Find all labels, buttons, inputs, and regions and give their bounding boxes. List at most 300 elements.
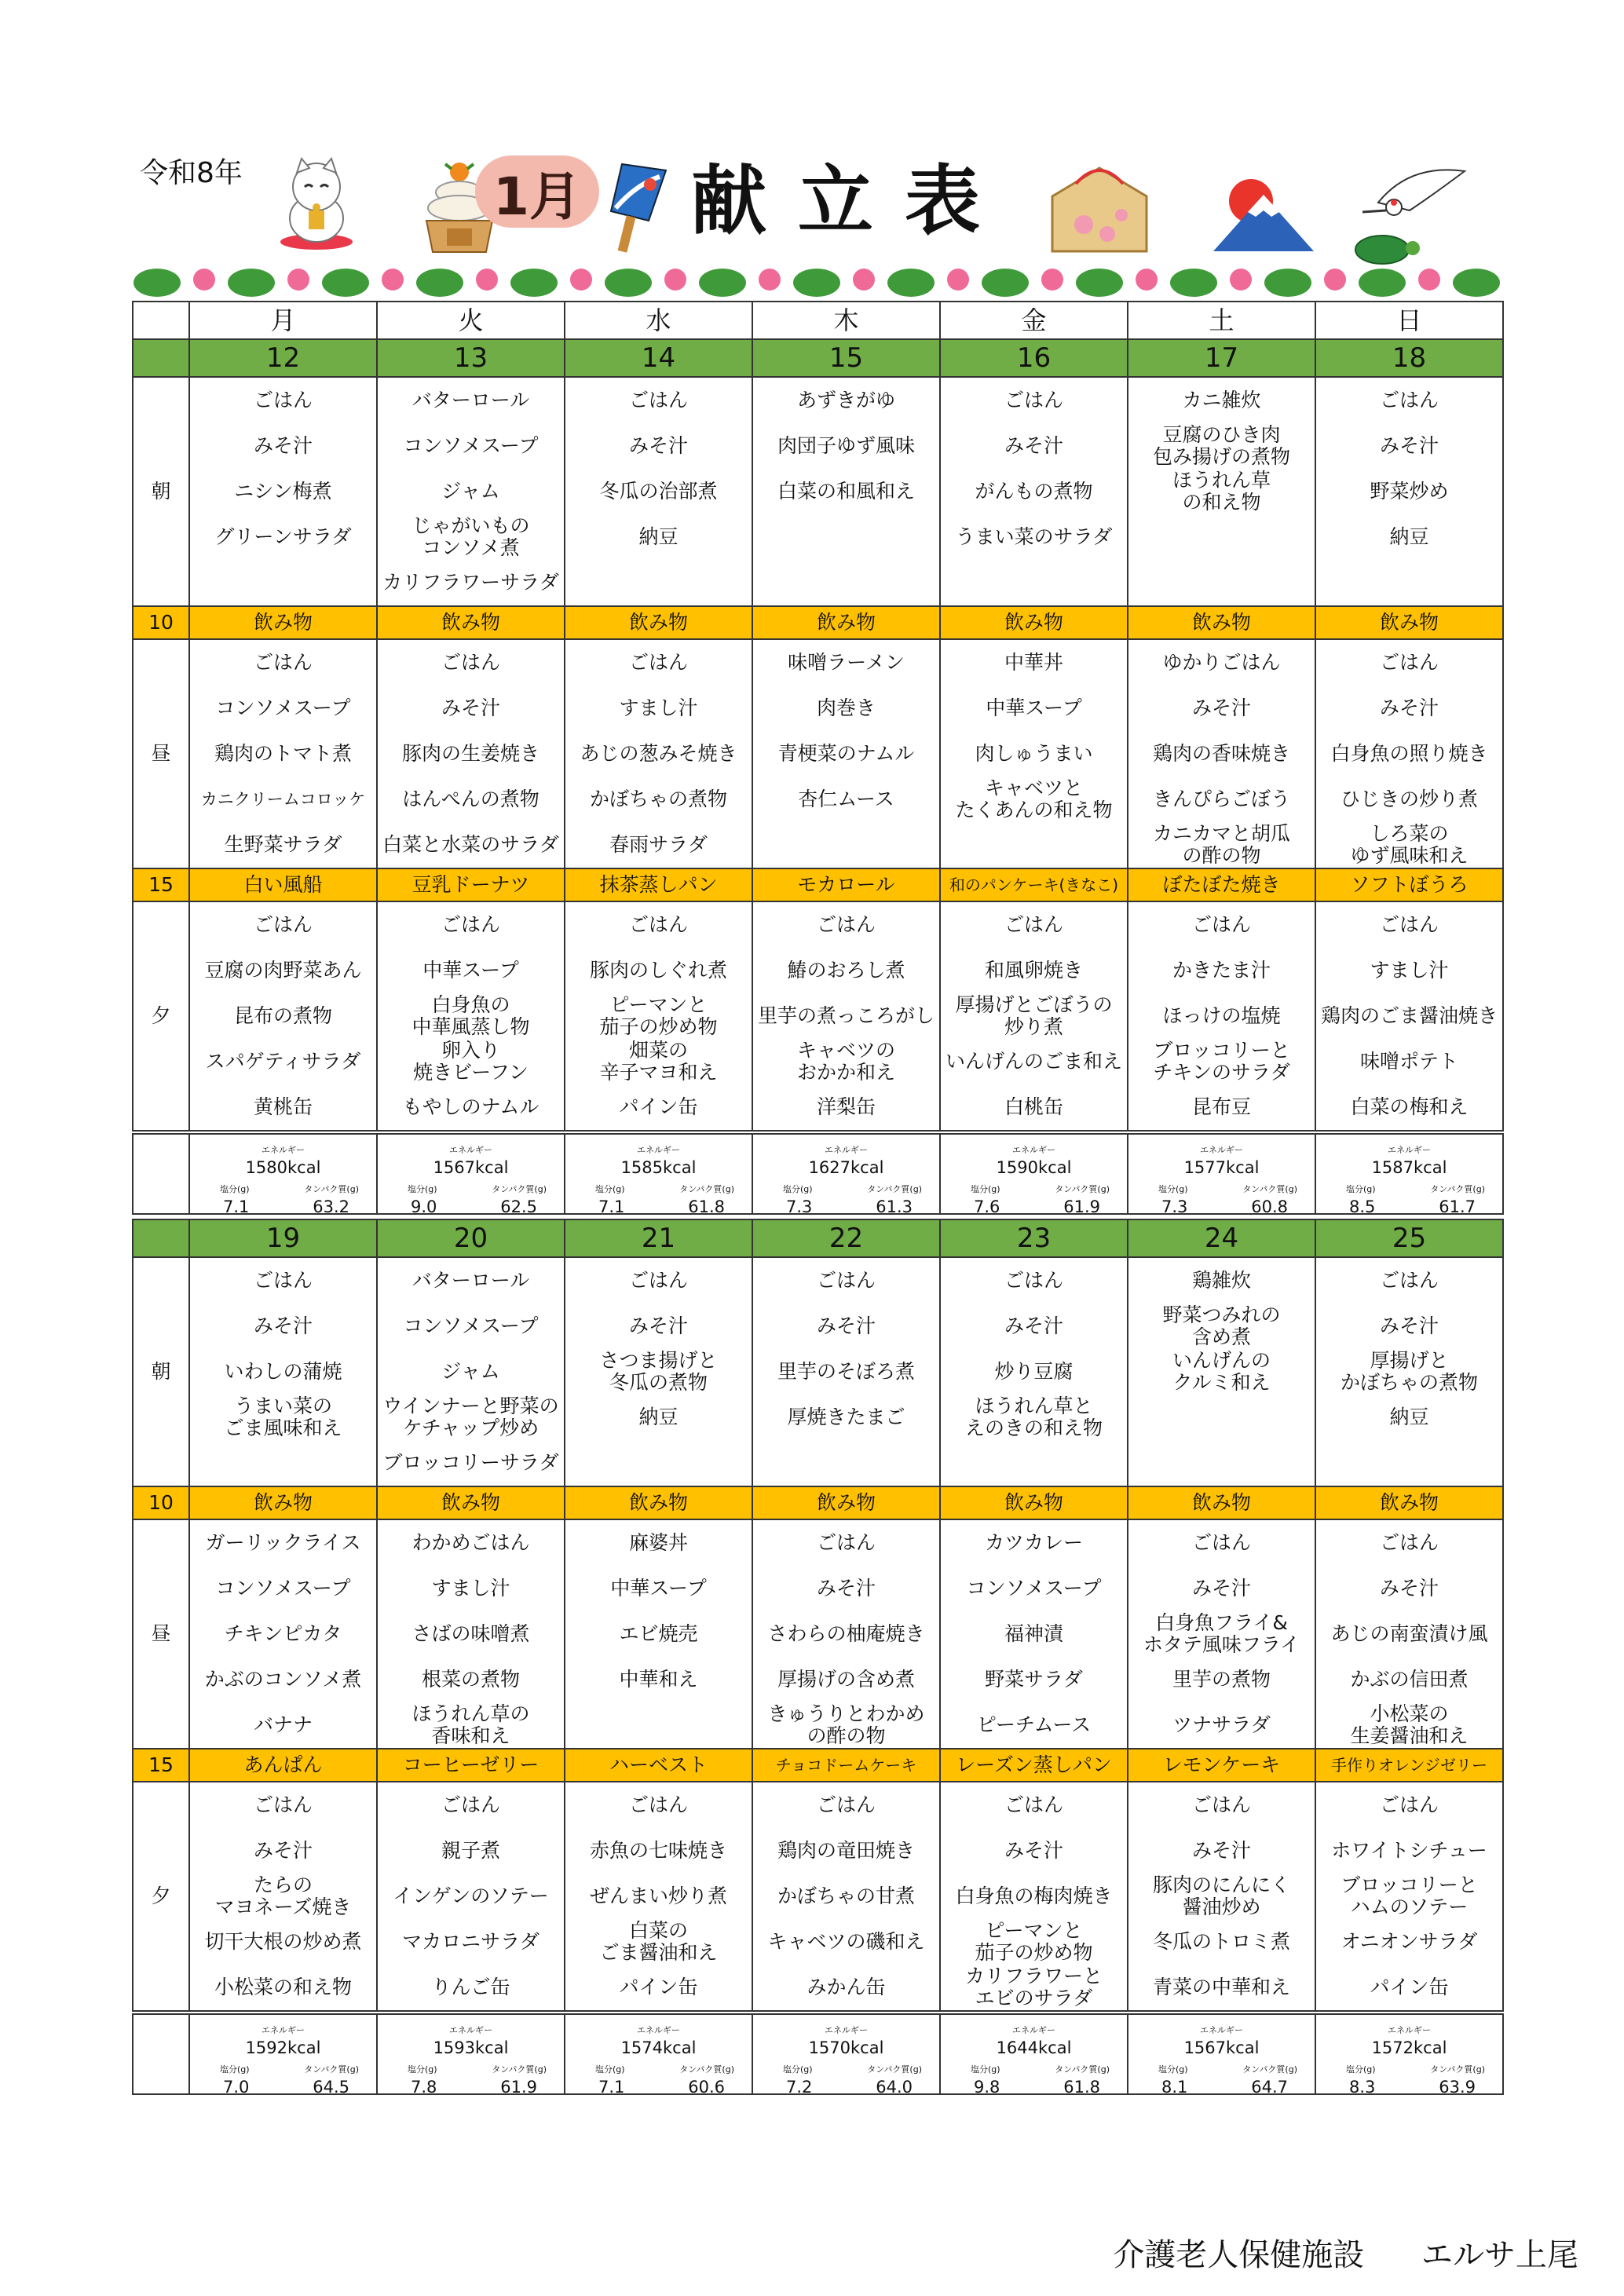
menu-list bbox=[378, 378, 564, 605]
date-cell: 22 bbox=[752, 1219, 940, 1257]
protein-label: タンパク質(g) bbox=[304, 2064, 359, 2075]
menu-list bbox=[190, 640, 376, 868]
menu-item bbox=[941, 1039, 1127, 1084]
snack-cell: 豆乳ドーナツ bbox=[377, 868, 565, 901]
menu-item-text: スパゲティサラダ bbox=[205, 1050, 361, 1073]
date-cell: 13 bbox=[377, 339, 565, 377]
protein-value: 63.2 bbox=[313, 1197, 349, 1216]
menu-item-text: 福神漬 bbox=[1004, 1622, 1063, 1645]
menu-item bbox=[1316, 1258, 1502, 1303]
menu-list bbox=[941, 1782, 1127, 2010]
menu-item bbox=[753, 1039, 939, 1084]
menu-item-text: 中華スープ bbox=[422, 959, 519, 982]
menu-item-text: ごはん bbox=[1379, 651, 1439, 674]
date-row bbox=[133, 1219, 1503, 1257]
snack-cell: モカロール bbox=[752, 868, 940, 901]
dinner-row bbox=[133, 1782, 1503, 2013]
snack-cell: 飲み物 bbox=[752, 606, 940, 639]
protein-value: 60.6 bbox=[688, 2078, 725, 2097]
menu-item-text: ごはん bbox=[816, 913, 876, 936]
menu-item bbox=[753, 1919, 939, 1965]
nutrition-cell bbox=[1128, 1132, 1315, 1214]
breakfast-row-label: 朝 bbox=[133, 377, 189, 606]
menu-item bbox=[941, 686, 1127, 731]
weekday-3: 木 bbox=[752, 302, 940, 339]
menu-cell bbox=[377, 377, 565, 606]
weekday-1: 火 bbox=[377, 302, 565, 339]
menu-item-text: 厚揚げとごぼうの 炒り煮 bbox=[955, 993, 1113, 1038]
menu-item-text: 中華和え bbox=[619, 1668, 698, 1691]
menu-item bbox=[753, 1702, 939, 1748]
menu-item bbox=[1316, 1965, 1502, 2010]
menu-cell bbox=[940, 1257, 1128, 1486]
snack-cell: ハーベスト bbox=[565, 1749, 752, 1782]
menu-item bbox=[1316, 514, 1502, 560]
menu-item bbox=[753, 993, 939, 1039]
weekday-header-row bbox=[133, 302, 1503, 339]
menu-item bbox=[565, 777, 752, 822]
menu-item bbox=[1128, 1702, 1315, 1748]
date-cell: 20 bbox=[377, 1219, 565, 1257]
breakfast-row bbox=[133, 1257, 1503, 1486]
date-cell: 24 bbox=[1128, 1219, 1315, 1257]
menu-item-text: 肉しゅうまい bbox=[975, 742, 1093, 765]
snack-cell: 飲み物 bbox=[1315, 1486, 1503, 1519]
menu-cell bbox=[1128, 1782, 1315, 2013]
menu-item bbox=[565, 1084, 752, 1130]
menu-item-text: しろ菜の ゆず風味和え bbox=[1350, 822, 1469, 867]
nutrition-cell bbox=[752, 2013, 940, 2097]
salt-label: 塩分(g) bbox=[595, 1184, 625, 1194]
protein-label: タンパク質(g) bbox=[1055, 2064, 1110, 2075]
menu-cell bbox=[940, 377, 1128, 606]
menu-item bbox=[565, 1828, 752, 1874]
menu-list bbox=[190, 902, 376, 1130]
menu-item-text: 白身魚の梅肉焼き bbox=[955, 1885, 1113, 1907]
menu-list bbox=[565, 1258, 752, 1440]
menu-item bbox=[1128, 902, 1315, 948]
menu-item-text: すまし汁 bbox=[431, 1577, 510, 1600]
nutrition-box bbox=[190, 2015, 376, 2097]
menu-item-text: カニクリームコロッケ bbox=[200, 790, 366, 809]
protein-value: 64.5 bbox=[313, 2078, 349, 2097]
snack-cell: 飲み物 bbox=[1128, 606, 1315, 639]
menu-item bbox=[1316, 777, 1502, 822]
menu-cell bbox=[565, 1257, 752, 1486]
nutrition-cell bbox=[1128, 2013, 1315, 2097]
protein-label: タンパク質(g) bbox=[867, 1184, 922, 1194]
menu-table bbox=[132, 301, 1504, 1215]
menu-cell bbox=[377, 1782, 565, 2013]
menu-item-text: 青梗菜のナムル bbox=[777, 742, 915, 765]
menu-item bbox=[753, 1874, 939, 1919]
menu-item-text: 味噌ラーメン bbox=[788, 651, 905, 674]
corner-cell bbox=[133, 302, 189, 339]
dinner-row bbox=[133, 901, 1503, 1132]
menu-cell bbox=[189, 1519, 377, 1749]
menu-item bbox=[941, 1782, 1127, 1828]
menu-item bbox=[1128, 948, 1315, 993]
menu-item-text: みそ汁 bbox=[1191, 1839, 1251, 1862]
menu-item bbox=[1316, 1520, 1502, 1566]
menu-item-text: がんもの煮物 bbox=[975, 480, 1093, 503]
menu-item-text: 豚肉の生姜焼き bbox=[401, 742, 540, 765]
menu-item-text: ブロッコリーサラダ bbox=[382, 1451, 559, 1474]
menu-item bbox=[753, 469, 939, 514]
menu-item-text: オニオンサラダ bbox=[1341, 1930, 1478, 1953]
menu-item bbox=[1316, 948, 1502, 993]
energy-label: エネルギー bbox=[1200, 2025, 1243, 2035]
menu-item-text: ニシン梅煮 bbox=[234, 480, 332, 503]
menu-item bbox=[1128, 777, 1315, 822]
menu-item bbox=[1316, 822, 1502, 868]
energy-label: エネルギー bbox=[262, 2025, 305, 2035]
menu-item bbox=[941, 378, 1127, 423]
menu-item-text: ごはん bbox=[441, 651, 500, 674]
menu-item bbox=[1316, 423, 1502, 469]
menu-item-text: カニカマと胡瓜 の酢の物 bbox=[1152, 822, 1290, 867]
snack-cell: コーヒーゼリー bbox=[377, 1749, 565, 1782]
menu-list bbox=[378, 1258, 564, 1486]
lucky-cat-icon bbox=[273, 157, 360, 251]
protein-label: タンパク質(g) bbox=[1242, 2064, 1297, 2075]
salt-label: 塩分(g) bbox=[220, 1184, 250, 1194]
menu-item bbox=[1316, 378, 1502, 423]
nutrition-box bbox=[753, 2015, 939, 2097]
snack-cell: チョコドームケーキ bbox=[752, 1749, 940, 1782]
menu-item bbox=[753, 1566, 939, 1611]
menu-item bbox=[190, 1395, 376, 1440]
snack-cell: 飲み物 bbox=[1128, 1486, 1315, 1519]
menu-item-text: 鶏肉のトマト煮 bbox=[214, 742, 352, 765]
menu-cell bbox=[752, 1782, 940, 2013]
weekday-2: 水 bbox=[565, 302, 752, 339]
menu-item-text: ごはん bbox=[628, 1269, 688, 1292]
menu-item-text: 豆腐の肉野菜あん bbox=[204, 959, 362, 982]
menu-item-text: はんぺんの煮物 bbox=[402, 788, 540, 810]
menu-item-text: 冬瓜のトロミ煮 bbox=[1152, 1930, 1290, 1953]
menu-item bbox=[378, 1395, 564, 1440]
menu-item-text: みそ汁 bbox=[816, 1314, 876, 1337]
energy-label: エネルギー bbox=[1388, 2025, 1431, 2035]
lunch-row bbox=[133, 1519, 1503, 1749]
menu-item-text: すまし汁 bbox=[619, 696, 698, 719]
menu-item bbox=[941, 1874, 1127, 1919]
protein-label: タンパク質(g) bbox=[1055, 1184, 1110, 1194]
salt-value: 8.1 bbox=[1161, 2078, 1188, 2097]
menu-item-text: じゃがいもの コンソメ煮 bbox=[411, 514, 530, 559]
menu-item-text: バターロール bbox=[411, 1269, 530, 1292]
menu-item-text: 厚揚げと かぼちゃの煮物 bbox=[1340, 1349, 1478, 1394]
menu-item bbox=[941, 1828, 1127, 1874]
date-corner bbox=[133, 339, 189, 377]
menu-item bbox=[753, 948, 939, 993]
nutrition-cell bbox=[189, 2013, 377, 2097]
menu-item-text: ごはん bbox=[1379, 1793, 1439, 1816]
menu-item-text: 中華スープ bbox=[986, 696, 1082, 719]
menu-item-text: 野菜つみれの 含め煮 bbox=[1162, 1303, 1281, 1348]
menu-item bbox=[941, 1702, 1127, 1748]
menu-cell bbox=[377, 639, 565, 868]
menu-item bbox=[1316, 640, 1502, 686]
menu-item-text: ごはん bbox=[1004, 1793, 1063, 1816]
menu-item-text: いんげんの クルミ和え bbox=[1172, 1349, 1271, 1394]
menu-list bbox=[753, 1782, 939, 2010]
menu-item bbox=[565, 640, 752, 686]
menu-item-text: ごはん bbox=[253, 1269, 313, 1292]
menu-item bbox=[1128, 1303, 1315, 1349]
protein-label: タンパク質(g) bbox=[1430, 1184, 1485, 1194]
nutrition-box bbox=[190, 1135, 376, 1216]
energy-label: エネルギー bbox=[825, 2025, 868, 2035]
menu-item-text: ごはん bbox=[1379, 389, 1439, 411]
energy-label: エネルギー bbox=[1012, 2025, 1055, 2035]
snack-cell: ソフトぼうろ bbox=[1315, 868, 1503, 901]
menu-item bbox=[190, 640, 376, 686]
menu-cell bbox=[1128, 1257, 1315, 1486]
menu-item-text: ごはん bbox=[253, 1793, 313, 1816]
menu-item bbox=[378, 1828, 564, 1874]
menu-item-text: インゲンのソテー bbox=[393, 1885, 549, 1907]
menu-item bbox=[378, 1440, 564, 1486]
snack-cell: 飲み物 bbox=[189, 606, 377, 639]
menu-cell bbox=[189, 639, 377, 868]
menu-item-text: ピーマンと 茄子の炒め物 bbox=[975, 1919, 1093, 1964]
nutrition-corner bbox=[133, 1132, 189, 1214]
menu-item-text: みかん缶 bbox=[807, 1976, 886, 1998]
menu-cell bbox=[940, 901, 1128, 1132]
month-badge bbox=[475, 155, 599, 228]
menu-item-text: 卵入り 焼きビーフン bbox=[413, 1039, 529, 1084]
salt-value: 7.1 bbox=[223, 1197, 250, 1216]
menu-item bbox=[941, 469, 1127, 514]
menu-item bbox=[941, 993, 1127, 1039]
menu-item bbox=[1316, 1919, 1502, 1965]
menu-item bbox=[1316, 1702, 1502, 1748]
menu-item bbox=[190, 1702, 376, 1748]
menu-item bbox=[378, 777, 564, 822]
menu-item bbox=[378, 640, 564, 686]
menu-item bbox=[753, 1084, 939, 1130]
snack-cell: 白い風船 bbox=[189, 868, 377, 901]
menu-item bbox=[565, 1611, 752, 1657]
snack-10-row bbox=[133, 1486, 1503, 1519]
hagoita-icon bbox=[605, 161, 668, 255]
salt-label: 塩分(g) bbox=[783, 1184, 813, 1194]
menu-item-text: ごはん bbox=[253, 651, 313, 674]
nutrition-cell bbox=[565, 1132, 752, 1214]
snack-cell: 飲み物 bbox=[565, 606, 752, 639]
menu-item bbox=[378, 731, 564, 777]
menu-item bbox=[941, 1084, 1127, 1130]
menu-item-text: ほっけの塩焼 bbox=[1162, 1004, 1281, 1027]
menu-item-text: マカロニサラダ bbox=[402, 1930, 540, 1953]
facility-type: 介護老人保健施設 bbox=[1113, 2237, 1365, 2273]
date-corner bbox=[133, 1219, 189, 1257]
protein-label: タンパク質(g) bbox=[492, 2064, 547, 2075]
menu-item-text: 肉巻き bbox=[816, 696, 876, 719]
menu-item bbox=[565, 686, 752, 731]
menu-cell bbox=[940, 639, 1128, 868]
menu-item-text: 赤魚の七味焼き bbox=[589, 1839, 727, 1862]
nutrition-box bbox=[565, 1135, 752, 1216]
menu-item-text: わかめごはん bbox=[411, 1531, 530, 1554]
menu-item-text: 白菜と水菜のサラダ bbox=[382, 833, 559, 856]
menu-item-text: 畑菜の 辛子マヨ和え bbox=[599, 1039, 718, 1084]
nutrition-cell bbox=[940, 2013, 1128, 2097]
menu-list bbox=[1128, 1782, 1315, 2010]
menu-cell bbox=[565, 639, 752, 868]
protein-label: タンパク質(g) bbox=[679, 2064, 734, 2075]
menu-item bbox=[378, 686, 564, 731]
menu-item bbox=[753, 1828, 939, 1874]
menu-item-text: ウインナーと野菜の ケチャップ炒め bbox=[382, 1395, 559, 1439]
menu-item-text: ごはん bbox=[628, 651, 688, 674]
menu-cell bbox=[1315, 639, 1503, 868]
salt-label: 塩分(g) bbox=[1346, 1184, 1376, 1194]
menu-item bbox=[378, 1611, 564, 1657]
menu-item bbox=[1316, 902, 1502, 948]
menu-item bbox=[941, 1520, 1127, 1566]
nutrition-cell bbox=[377, 1132, 565, 1214]
protein-value: 60.8 bbox=[1251, 1197, 1288, 1216]
salt-value: 7.3 bbox=[1161, 1197, 1188, 1216]
snack-cell: 飲み物 bbox=[752, 1486, 940, 1519]
menu-item bbox=[190, 378, 376, 423]
menu-item bbox=[565, 822, 752, 868]
menu-item-text: きんぴらごぼう bbox=[1152, 788, 1290, 810]
protein-label: タンパク質(g) bbox=[1242, 1184, 1297, 1194]
menu-item-text: きゅうりとわかめ の酢の物 bbox=[767, 1702, 925, 1747]
menu-cell bbox=[377, 901, 565, 1132]
menu-item-text: 小松菜の 生姜醤油和え bbox=[1350, 1702, 1469, 1747]
menu-item bbox=[378, 1039, 564, 1084]
menu-item-text: みそ汁 bbox=[628, 1314, 688, 1337]
menu-item bbox=[378, 423, 564, 469]
menu-item-text: ひじきの炒り煮 bbox=[1340, 788, 1478, 810]
menu-item bbox=[753, 640, 939, 686]
snack-10-row bbox=[133, 606, 1503, 639]
menu-item-text: ごはん bbox=[1379, 1531, 1439, 1554]
menu-item-text: ホワイトシチュー bbox=[1331, 1839, 1487, 1862]
menu-item-text: ジャム bbox=[441, 480, 500, 503]
menu-item-text: 里芋の煮物 bbox=[1172, 1668, 1271, 1691]
menu-item-text: 白菜の ごま醤油和え bbox=[599, 1919, 718, 1964]
menu-item bbox=[1316, 1611, 1502, 1657]
menu-item bbox=[753, 1520, 939, 1566]
menu-item bbox=[1128, 469, 1315, 514]
menu-item-text: 鰆のおろし煮 bbox=[787, 959, 905, 982]
menu-item bbox=[378, 1919, 564, 1965]
menu-list bbox=[941, 1520, 1127, 1748]
nutrition-box bbox=[941, 1135, 1127, 1216]
salt-value: 8.3 bbox=[1349, 2078, 1376, 2097]
nutrition-box bbox=[941, 2015, 1127, 2097]
snack-15-row-label: 15 bbox=[133, 1749, 189, 1782]
salt-value: 7.3 bbox=[786, 1197, 813, 1216]
salt-label: 塩分(g) bbox=[408, 2064, 437, 2075]
nutrition-cell bbox=[752, 1132, 940, 1214]
menu-item-text: かきたま汁 bbox=[1172, 959, 1271, 982]
salt-value: 9.0 bbox=[411, 1197, 437, 1216]
menu-list bbox=[190, 1782, 376, 2010]
menu-item-text: ゆかりごはん bbox=[1162, 651, 1281, 674]
menu-list bbox=[1128, 902, 1315, 1130]
protein-value: 64.0 bbox=[876, 2078, 913, 2097]
menu-item-text: かぼちゃの煮物 bbox=[589, 788, 727, 810]
menu-item-text: ガーリックライス bbox=[205, 1531, 361, 1554]
menu-item bbox=[941, 423, 1127, 469]
menu-item bbox=[565, 1782, 752, 1828]
menu-item-text: ごはん bbox=[816, 1793, 876, 1816]
menu-item-text: 野菜炒め bbox=[1370, 480, 1449, 503]
menu-item-text: 青菜の中華和え bbox=[1152, 1976, 1290, 1998]
menu-item bbox=[753, 1657, 939, 1702]
salt-label: 塩分(g) bbox=[971, 1184, 1000, 1194]
menu-item bbox=[941, 640, 1127, 686]
menu-item bbox=[1128, 1874, 1315, 1919]
menu-item bbox=[941, 777, 1127, 822]
menu-item-text: 和風卵焼き bbox=[984, 959, 1083, 982]
menu-item-text: カリフラワーサラダ bbox=[382, 571, 559, 594]
menu-cell bbox=[752, 1519, 940, 1749]
menu-item bbox=[565, 1919, 752, 1965]
menu-list bbox=[1128, 1520, 1315, 1748]
menu-item bbox=[941, 1566, 1127, 1611]
menu-item-text: 納豆 bbox=[1389, 1406, 1429, 1428]
menu-item-text: ごはん bbox=[253, 389, 313, 411]
menu-item-text: コンソメスープ bbox=[966, 1577, 1102, 1600]
menu-list bbox=[1316, 1258, 1502, 1440]
menu-item bbox=[565, 902, 752, 948]
menu-item bbox=[565, 1657, 752, 1702]
menu-item bbox=[190, 1303, 376, 1349]
nutrition-box bbox=[1316, 2015, 1502, 2097]
menu-item-text: もやしのナムル bbox=[402, 1095, 540, 1118]
energy-label: エネルギー bbox=[262, 1145, 305, 1155]
menu-item bbox=[941, 1919, 1127, 1965]
menu-item bbox=[190, 469, 376, 514]
salt-value: 7.1 bbox=[598, 2078, 625, 2097]
menu-list bbox=[1316, 640, 1502, 868]
menu-item-text: 里芋のそぼろ煮 bbox=[777, 1360, 915, 1383]
facility-name: エルサ上尾 bbox=[1421, 2237, 1578, 2273]
lunch-row-label: 昼 bbox=[133, 1519, 189, 1749]
menu-item-text: チキンピカタ bbox=[224, 1622, 342, 1645]
snack-cell: 飲み物 bbox=[940, 1486, 1128, 1519]
menu-list bbox=[753, 1258, 939, 1440]
menu-item bbox=[190, 1919, 376, 1965]
menu-item bbox=[565, 1349, 752, 1395]
salt-label: 塩分(g) bbox=[1158, 2064, 1188, 2075]
footer bbox=[1113, 2230, 1578, 2275]
menu-list bbox=[941, 1258, 1127, 1440]
menu-item-text: パイン缶 bbox=[619, 1095, 698, 1118]
menu-item bbox=[1128, 993, 1315, 1039]
protein-value: 61.9 bbox=[1063, 1197, 1100, 1216]
menu-item-text: ごはん bbox=[1004, 389, 1063, 411]
energy-value: 1590kcal bbox=[996, 1158, 1072, 1177]
menu-item-text: みそ汁 bbox=[253, 434, 313, 457]
lunch-row bbox=[133, 639, 1503, 868]
menu-item-text: 厚揚げの含め煮 bbox=[777, 1668, 915, 1691]
menu-item bbox=[1128, 1611, 1315, 1657]
menu-item-text: 鶏雑炊 bbox=[1191, 1269, 1251, 1292]
menu-item-text: さつま揚げと 冬瓜の煮物 bbox=[599, 1349, 718, 1394]
snack-15-row bbox=[133, 1749, 1503, 1782]
menu-item bbox=[1128, 1258, 1315, 1303]
energy-value: 1580kcal bbox=[245, 1158, 321, 1177]
